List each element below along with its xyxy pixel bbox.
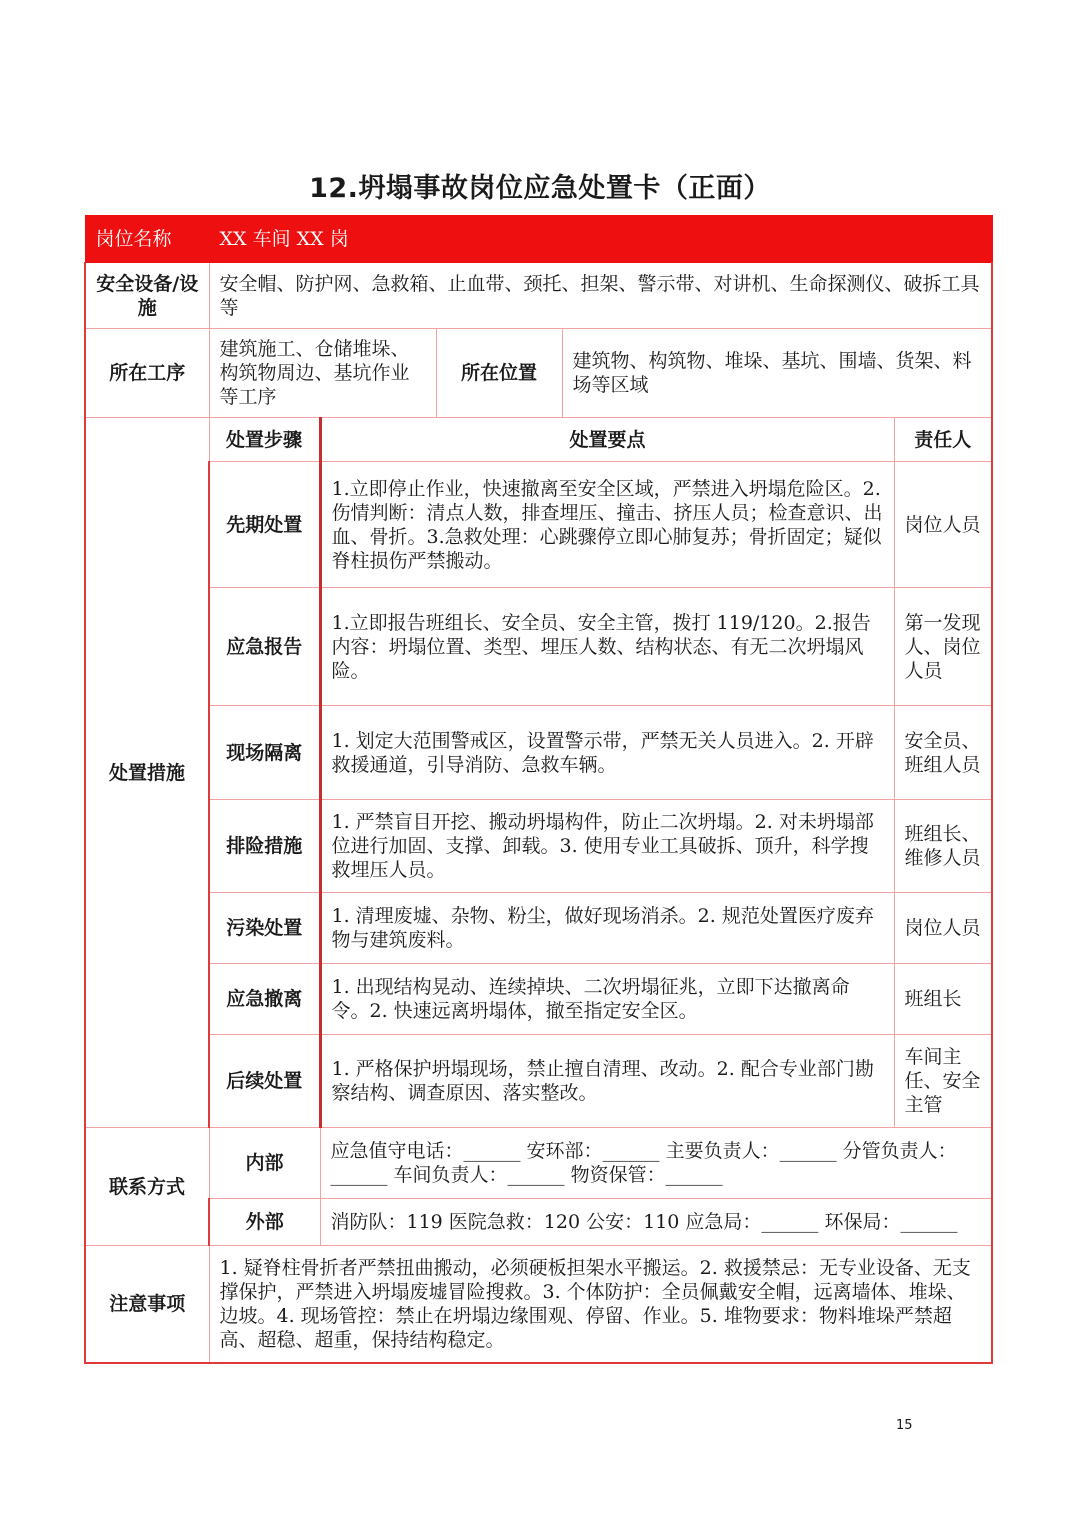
measure-owner: 岗位人员 [894,462,992,588]
measure-points: 1. 严禁盲目开挖、搬动坍塌构件，防止二次坍塌。2. 对未坍塌部位进行加固、支撑、卸载。3. 使用专业工具破拆、顶升，科学搜救埋压人员。 [320,800,894,893]
measure-points: 1. 出现结构晃动、连续掉块、二次坍塌征兆，立即下达撤离命令。2. 快速远离坍塌体，撤至指定安全区。 [320,964,894,1035]
notes-value: 1. 疑脊柱骨折者严禁扭曲搬动，必须硬板担架水平搬运。2. 救援禁忌：无专业设备、无支撑保护，严禁进入坍塌废墟冒险搜救。3. 个体防护：全员佩戴安全帽，远离墙体、堆垛、边坡。4. 现场管控：禁止在坍塌边缘围观、停留、作业。5. 堆物要求：物料堆垛严禁超高、超稳、超重，保持结构稳定。 [209,1246,992,1363]
post-name-value: XX 车间 XX 岗 [209,216,992,263]
col-step-header: 处置步骤 [209,418,320,462]
contact-internal-row [85,1128,992,1199]
measure-step: 现场隔离 [209,706,320,800]
measure-points: 1.立即报告班组长、安全员、安全主管，拨打 119/120。2.报告内容：坍塌位置、类型、埋压人数、结构状态、有无二次坍塌风险。 [320,588,894,706]
measures-header-row [85,418,992,462]
measure-row [85,1035,992,1128]
measure-owner: 岗位人员 [894,893,992,964]
contact-label: 联系方式 [85,1128,209,1246]
location-value: 建筑物、构筑物、堆垛、基坑、围墙、货架、料场等区域 [562,329,992,418]
equipment-label: 安全设备/设施 [85,263,209,329]
header-row [85,216,992,263]
measure-row [85,462,992,588]
measure-step: 应急撤离 [209,964,320,1035]
contact-internal-label: 内部 [209,1128,320,1199]
process-row [85,329,992,418]
measure-owner: 车间主任、安全主管 [894,1035,992,1128]
measures-label: 处置措施 [85,418,209,1128]
contact-internal-value: 应急值守电话：______ 安环部：______ 主要负责人：______ 分管负责人：______ 车间负责人：______ 物资保管：______ [320,1128,992,1199]
measure-step: 后续处置 [209,1035,320,1128]
measure-owner: 第一发现人、岗位人员 [894,588,992,706]
measure-points: 1. 划定大范围警戒区，设置警示带，严禁无关人员进入。2. 开辟救援通道，引导消防、急救车辆。 [320,706,894,800]
measure-owner: 班组长 [894,964,992,1035]
measure-row [85,800,992,893]
measure-row [85,893,992,964]
col-owner-header: 责任人 [894,418,992,462]
contact-external-value: 消防队：119 医院急救：120 公安：110 应急局：______ 环保局：______ [320,1199,992,1246]
notes-row [85,1246,992,1363]
page-title: 12.坍塌事故岗位应急处置卡（正面） [309,173,771,204]
measure-row [85,964,992,1035]
contact-external-row [85,1199,992,1246]
measure-points: 1.立即停止作业，快速撤离至安全区域，严禁进入坍塌危险区。2.伤情判断：清点人数，排查埋压、撞击、挤压人员；检查意识、出血、骨折。3.急救处理：心跳骤停立即心肺复苏；骨折固定；疑似脊柱损伤严禁搬动。 [320,462,894,588]
measure-step: 排险措施 [209,800,320,893]
measure-step: 污染处置 [209,893,320,964]
process-value: 建筑施工、仓储堆垛、构筑物周边、基坑作业等工序 [209,329,436,418]
measure-row [85,706,992,800]
measure-owner: 安全员、班组人员 [894,706,992,800]
measure-row [85,588,992,706]
measure-step: 应急报告 [209,588,320,706]
emergency-card-table [84,215,993,1364]
location-label: 所在位置 [436,329,562,418]
post-name-label: 岗位名称 [85,216,209,263]
page-number: 15 [896,1418,913,1433]
process-label: 所在工序 [85,329,209,418]
equipment-row [85,263,992,329]
equipment-value: 安全帽、防护网、急救箱、止血带、颈托、担架、警示带、对讲机、生命探测仪、破拆工具等 [209,263,992,329]
notes-label: 注意事项 [85,1246,209,1363]
measure-step: 先期处置 [209,462,320,588]
col-points-header: 处置要点 [320,418,894,462]
contact-external-label: 外部 [209,1199,320,1246]
measure-points: 1. 清理废墟、杂物、粉尘，做好现场消杀。2. 规范处置医疗废弃物与建筑废料。 [320,893,894,964]
measure-points: 1. 严格保护坍塌现场，禁止擅自清理、改动。2. 配合专业部门勘察结构、调查原因、落实整改。 [320,1035,894,1128]
measure-owner: 班组长、维修人员 [894,800,992,893]
